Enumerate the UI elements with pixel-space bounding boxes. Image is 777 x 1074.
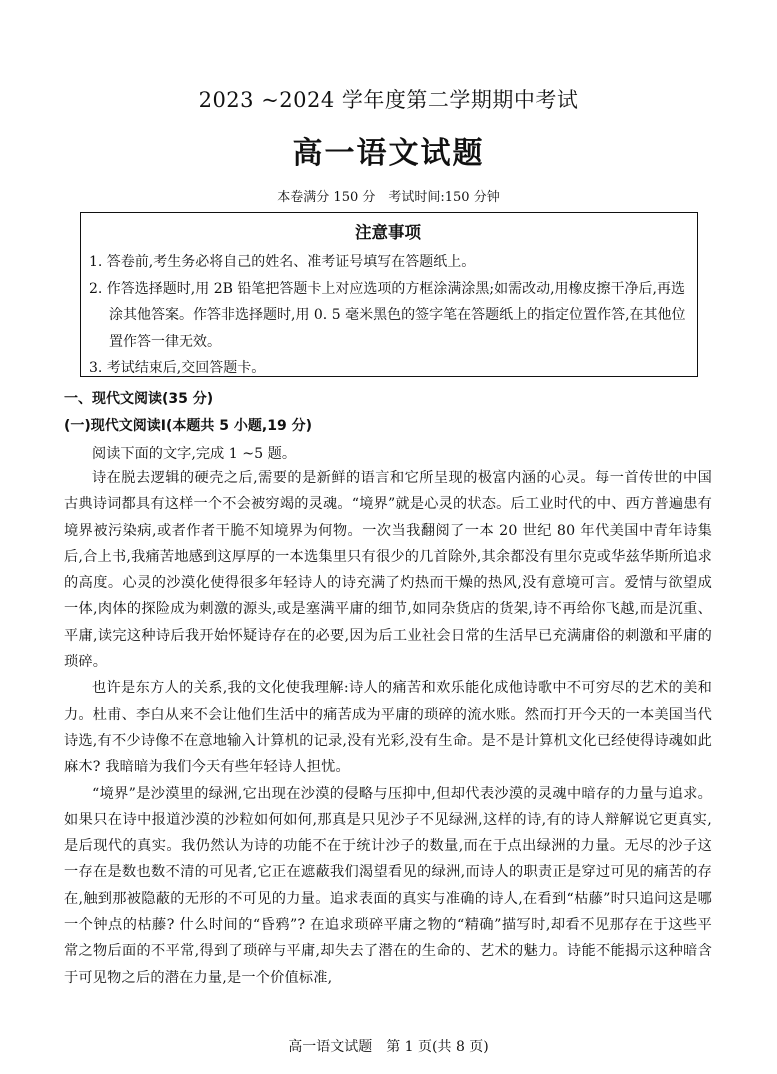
passage-paragraph-2: 也许是东方人的关系,我的文化使我理解:诗人的痛苦和欢乐能化成他诗歌中不可穷尽的艺术的美和力。杜甫、李白从来不会让他们生活中的痛苦成为平庸的琐碎的流水账。然而打开今天的一本美国当代诗选,有不少诗像不在意地输入计算机的记录,没有光彩,没有生命。是不是计算机文化已经使得诗魂如此麻木? 我暗暗为我们今天有些年轻诗人担忧。 xyxy=(64,680,712,776)
passage-paragraph-1: 诗在脱去逻辑的硬壳之后,需要的是新鲜的语言和它所呈现的极富内涵的心灵。每一首传世的中国古典诗词都具有这样一个不会被穷竭的灵魂。“境界”就是心灵的状态。后工业时代的中、西方普遍患有境界被污染病,或者作者干脆不知境界为何物。一次当我翻阅了一本 20 世纪 80 年代美国中青年诗集后,合上书,我痛苦地感到这厚厚的一本选集里只有很少的几首除外,其余都没有里尔克或华兹华斯所追求的高度。心灵的沙漠化使得很多年轻诗人的诗充满了灼热而干燥的热风,没有意境可言。爱情与欲望成一体,肉体的探险成为刺激的源头,或是塞满平庸的细节,如同杂货店的货架,诗不再给你飞越,而是沉重、平庸,读完这种诗后我开始怀疑诗存在的必要,因为后工业社会日常的生活早已充满庸俗的刺激和平庸的琐碎。 xyxy=(64,470,712,671)
notice-item-3: 3. 考试结束后,交回答题卡。 xyxy=(89,360,266,376)
section-subheading: (一)现代文阅读Ⅰ(本题共 5 小题,19 分) xyxy=(64,418,312,434)
subject-title: 高一语文试题 xyxy=(292,136,485,171)
notice-item-2: 2. 作答选择题时,用 2B 铅笔把答题卡上对应选项的方框涂满涂黑;如需改动,用橡皮擦干净后,再选涂其他答案。作答非选择题时,用 0. 5 毫米黑色的签字笔在答题纸上的指定位置作答,在其他位置作答一律无效。 xyxy=(89,280,686,350)
notice-title: 注意事项 xyxy=(355,223,421,242)
notice-item-1: 1. 答卷前,考生务必将自己的姓名、准考证号填写在答题纸上。 xyxy=(89,254,476,270)
reading-instruction: 阅读下面的文字,完成 1 ~5 题。 xyxy=(92,446,297,462)
passage-paragraph-3: “境界”是沙漠里的绿洲,它出现在沙漠的侵略与压抑中,但却代表沙漠的灵魂中暗存的力量与追求。如果只在诗中报道沙漠的沙粒如何如何,那真是只见沙子不见绿洲,这样的诗,有的诗人辩解说它更真实,是后现代的真实。我仍然认为诗的功能不在于统计沙子的数量,而在于点出绿洲的力量。无尽的沙子这一存在是数也数不清的可见者,它正在遮蔽我们渴望看见的绿洲,而诗人的职责正是穿过可见的痛苦的存在,触到那被隐蔽的无形的不可见的力量。追求表面的真实与准确的诗人,在看到“枯藤”时只追问这是哪一个钟点的枯藤? 什么时间的“昏鸦”? 在追求琐碎平庸之物的“精确”描写时,却看不见那存在于这些平常之物后面的不平常,得到了琐碎与平庸,却失去了潜在的生命的、艺术的魅力。诗能不能揭示这种暗含于可见物之后的潜在力量,是一个价值标准, xyxy=(64,785,712,986)
reading-passage xyxy=(64,465,712,991)
notice-box xyxy=(80,212,698,377)
page-footer: 高一语文试题 第 1 页(共 8 页) xyxy=(288,1039,489,1055)
exam-title: 2023 ~2024 学年度第二学期期中考试 xyxy=(198,88,579,112)
score-time-line: 本卷满分 150 分 考试时间:150 分钟 xyxy=(277,190,500,205)
section-heading: 一、现代文阅读(35 分) xyxy=(64,391,214,407)
